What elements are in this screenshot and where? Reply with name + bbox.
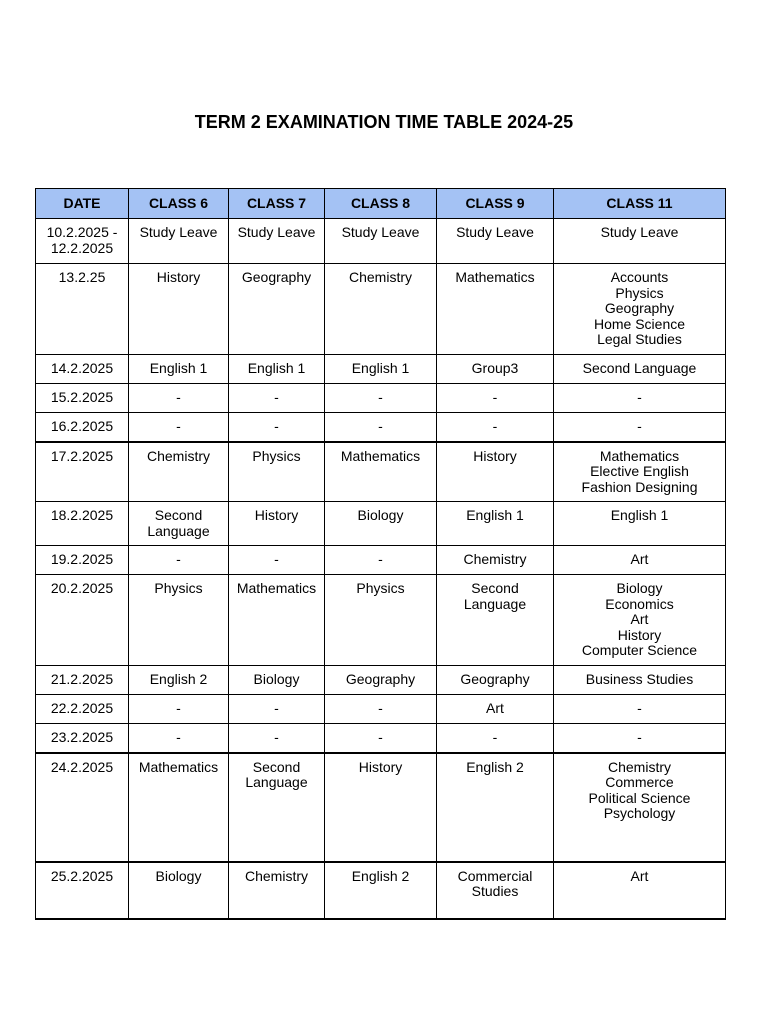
cell-class-8: [325, 384, 437, 413]
cell-text: -: [176, 418, 181, 434]
cell-class-8: [325, 575, 437, 666]
cell-text: Home Science: [593, 315, 686, 332]
cell-text: Accounts: [610, 269, 669, 285]
cell-text: -: [492, 389, 498, 405]
cell-class-11: [554, 355, 726, 384]
cell-class-11: [554, 413, 726, 442]
cell-class-9: [437, 546, 554, 575]
cell-date: [36, 575, 129, 666]
column-header-class-8: CLASS 8: [325, 189, 437, 219]
cell-text: English 1: [466, 507, 524, 523]
table-row: [36, 502, 726, 546]
cell-text: Art: [630, 611, 649, 627]
table-row: [36, 724, 726, 753]
cell-class-7: [229, 666, 325, 695]
cell-text: -: [378, 729, 383, 745]
cell-class-6: [129, 442, 229, 502]
cell-date: [36, 724, 129, 753]
cell-class-9: [437, 695, 554, 724]
cell-text: Mathematics: [599, 447, 680, 464]
table-row: [36, 575, 726, 666]
cell-text: Geography: [345, 671, 416, 687]
cell-text: Art: [630, 551, 649, 567]
cell-text: Physics: [154, 580, 203, 596]
cell-class-6: [129, 502, 229, 546]
cell-class-9: [437, 753, 554, 862]
cell-class-11: [554, 695, 726, 724]
cell-text: Geography: [241, 269, 312, 285]
cell-text: Physics: [356, 580, 405, 596]
cell-text: Physics: [615, 284, 664, 301]
cell-class-8: [325, 442, 437, 502]
cell-text: Mathematics: [455, 269, 535, 285]
cell-text: Political Science: [588, 789, 691, 806]
cell-text: -: [378, 700, 383, 716]
cell-text: 20.2.2025: [50, 580, 114, 596]
cell-text: Geography: [604, 300, 675, 316]
cell-date: [36, 384, 129, 413]
exam-timetable: [35, 188, 726, 920]
cell-date: [36, 355, 129, 384]
cell-class-7: [229, 413, 325, 442]
cell-text: -: [637, 729, 642, 745]
table-row: [36, 264, 726, 355]
cell-class-6: [129, 695, 229, 724]
cell-text: -: [492, 729, 498, 745]
cell-class-7: [229, 355, 325, 384]
cell-text: 21.2.2025: [50, 671, 114, 687]
cell-text: 25.2.2025: [50, 867, 114, 884]
cell-class-8: [325, 413, 437, 442]
cell-text: Biology: [357, 507, 404, 523]
header-row: [36, 189, 726, 219]
cell-text: Art: [630, 867, 649, 884]
cell-class-8: [325, 264, 437, 355]
cell-class-8: [325, 724, 437, 753]
timetable-body: [36, 219, 726, 919]
cell-class-9: [437, 666, 554, 695]
cell-text: Language: [463, 595, 527, 612]
cell-class-7: [229, 442, 325, 502]
cell-text: 15.2.2025: [50, 389, 114, 405]
cell-class-9: [437, 355, 554, 384]
cell-class-8: [325, 862, 437, 919]
cell-text: History: [473, 447, 517, 464]
cell-class-7: [229, 384, 325, 413]
cell-text: 17.2.2025: [50, 447, 114, 464]
cell-text: Biology: [155, 867, 202, 884]
cell-text: -: [274, 551, 279, 567]
table-row: [36, 355, 726, 384]
cell-date: [36, 413, 129, 442]
cell-text: Study Leave: [600, 224, 679, 240]
cell-text: -: [492, 418, 498, 434]
cell-text: Chemistry: [244, 867, 308, 884]
cell-text: 12.2.2025: [50, 239, 114, 256]
cell-class-7: [229, 862, 325, 919]
cell-class-6: [129, 546, 229, 575]
table-row: [36, 384, 726, 413]
table-row: [36, 753, 726, 862]
cell-class-8: [325, 546, 437, 575]
column-header-class-9: CLASS 9: [437, 189, 554, 219]
cell-text: Commercial: [457, 867, 533, 884]
cell-text: 22.2.2025: [50, 700, 114, 716]
cell-class-11: [554, 264, 726, 355]
cell-text: History: [358, 758, 403, 775]
cell-text: -: [274, 729, 279, 745]
cell-text: 24.2.2025: [50, 758, 114, 775]
cell-date: [36, 442, 129, 502]
cell-date: [36, 695, 129, 724]
cell-text: English 2: [149, 671, 208, 687]
cell-date: [36, 502, 129, 546]
cell-class-6: [129, 384, 229, 413]
cell-class-9: [437, 413, 554, 442]
cell-text: Economics: [605, 595, 674, 612]
cell-text: Fashion Designing: [581, 478, 698, 495]
cell-text: English 1: [351, 360, 410, 376]
cell-text: Second: [154, 507, 203, 523]
cell-text: -: [378, 418, 383, 434]
cell-text: Mathematics: [340, 447, 421, 464]
cell-class-9: [437, 575, 554, 666]
cell-text: -: [378, 389, 383, 405]
cell-text: Study Leave: [139, 224, 218, 240]
cell-text: Computer Science: [581, 642, 698, 658]
cell-class-6: [129, 413, 229, 442]
cell-class-11: [554, 753, 726, 862]
page-title: TERM 2 EXAMINATION TIME TABLE 2024-25: [194, 112, 574, 132]
cell-text: -: [637, 389, 642, 405]
cell-class-9: [437, 724, 554, 753]
cell-text: Mathematics: [138, 758, 219, 775]
cell-text: Psychology: [603, 805, 676, 821]
table-row: [36, 219, 726, 264]
cell-class-6: [129, 862, 229, 919]
cell-text: Business Studies: [585, 671, 694, 687]
cell-class-6: [129, 219, 229, 264]
cell-class-11: [554, 442, 726, 502]
table-row: [36, 862, 726, 919]
cell-text: Study Leave: [237, 224, 316, 240]
cell-class-8: [325, 219, 437, 264]
cell-date: [36, 219, 129, 264]
cell-class-6: [129, 753, 229, 862]
cell-text: 10.2.2025 -: [46, 224, 118, 240]
cell-text: Studies: [471, 883, 519, 899]
cell-text: 16.2.2025: [50, 418, 114, 434]
cell-text: Mathematics: [236, 580, 317, 596]
cell-class-6: [129, 264, 229, 355]
cell-text: Second: [471, 580, 519, 596]
cell-text: -: [176, 729, 181, 745]
cell-class-11: [554, 546, 726, 575]
cell-text: -: [274, 700, 279, 716]
table-row: [36, 695, 726, 724]
column-header-class-11: CLASS 11: [554, 189, 726, 219]
cell-class-11: [554, 724, 726, 753]
cell-text: Elective English: [590, 463, 689, 479]
cell-date: [36, 862, 129, 919]
cell-class-7: [229, 753, 325, 862]
cell-text: -: [176, 551, 181, 567]
cell-text: -: [378, 551, 383, 567]
cell-class-6: [129, 355, 229, 384]
cell-class-6: [129, 666, 229, 695]
cell-text: Chemistry: [146, 447, 210, 464]
cell-class-8: [325, 666, 437, 695]
cell-class-9: [437, 862, 554, 919]
cell-text: Legal Studies: [597, 331, 682, 347]
cell-class-9: [437, 384, 554, 413]
column-header-class-7: CLASS 7: [229, 189, 325, 219]
cell-class-7: [229, 575, 325, 666]
cell-text: History: [254, 507, 299, 523]
cell-text: History: [156, 269, 201, 285]
cell-text: -: [274, 418, 279, 434]
cell-class-11: [554, 575, 726, 666]
cell-date: [36, 753, 129, 862]
cell-text: -: [637, 418, 642, 434]
cell-class-6: [129, 724, 229, 753]
cell-text: -: [274, 389, 279, 405]
table-row: [36, 666, 726, 695]
cell-class-11: [554, 502, 726, 546]
cell-text: 13.2.25: [58, 269, 106, 285]
cell-date: [36, 546, 129, 575]
cell-class-8: [325, 355, 437, 384]
table-row: [36, 442, 726, 502]
column-header-date: DATE: [36, 189, 129, 219]
cell-text: 14.2.2025: [50, 360, 114, 376]
cell-text: History: [617, 626, 662, 643]
cell-text: Physics: [252, 447, 301, 464]
cell-class-7: [229, 219, 325, 264]
cell-text: Geography: [460, 671, 530, 687]
cell-class-9: [437, 264, 554, 355]
cell-class-6: [129, 575, 229, 666]
cell-text: Study Leave: [456, 224, 534, 240]
cell-class-9: [437, 219, 554, 264]
cell-text: 23.2.2025: [50, 729, 114, 745]
cell-text: Art: [486, 700, 504, 716]
cell-class-8: [325, 753, 437, 862]
cell-text: -: [176, 389, 181, 405]
cell-text: Study Leave: [341, 224, 420, 240]
cell-class-7: [229, 546, 325, 575]
cell-text: Chemistry: [607, 758, 671, 775]
cell-text: English 1: [149, 360, 208, 376]
table-row: [36, 413, 726, 442]
cell-text: Commerce: [605, 774, 674, 790]
cell-date: [36, 666, 129, 695]
cell-text: -: [176, 700, 181, 716]
column-header-class-6: CLASS 6: [129, 189, 229, 219]
cell-text: Language: [147, 522, 210, 539]
cell-class-11: [554, 219, 726, 264]
cell-text: Second Language: [582, 360, 697, 376]
cell-class-11: [554, 666, 726, 695]
cell-text: English 2: [466, 758, 524, 775]
cell-class-8: [325, 695, 437, 724]
cell-date: [36, 264, 129, 355]
table-row: [36, 546, 726, 575]
cell-class-7: [229, 502, 325, 546]
cell-class-7: [229, 724, 325, 753]
cell-text: English 2: [351, 867, 410, 884]
cell-text: 18.2.2025: [50, 507, 114, 523]
cell-text: Chemistry: [463, 551, 527, 567]
cell-text: 19.2.2025: [50, 551, 114, 567]
cell-text: English 1: [610, 507, 669, 523]
cell-text: English 1: [247, 360, 306, 376]
cell-class-11: [554, 862, 726, 919]
cell-class-9: [437, 502, 554, 546]
cell-text: Group3: [471, 360, 519, 376]
cell-text: -: [637, 700, 642, 716]
cell-class-7: [229, 695, 325, 724]
cell-text: Biology: [253, 671, 300, 687]
cell-text: Second: [252, 758, 301, 775]
cell-text: Language: [245, 774, 308, 790]
cell-class-11: [554, 384, 726, 413]
cell-text: Chemistry: [348, 269, 412, 285]
cell-class-8: [325, 502, 437, 546]
cell-text: Biology: [616, 580, 663, 596]
cell-class-9: [437, 442, 554, 502]
cell-class-7: [229, 264, 325, 355]
